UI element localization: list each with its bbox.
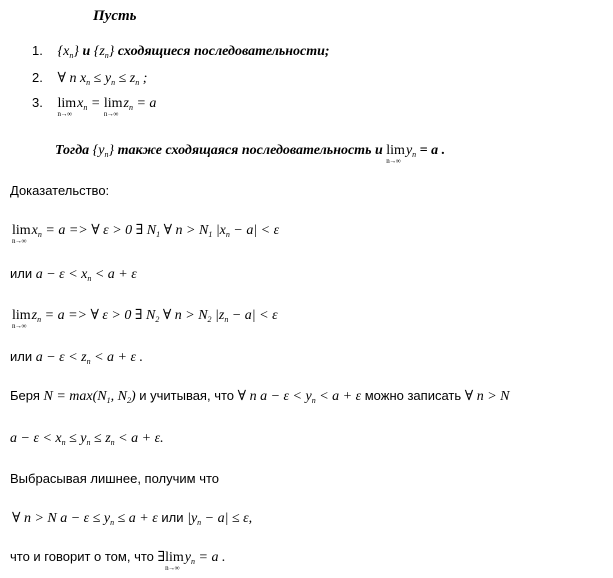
proof-line-1: lim n→∞ $x_n = a$ => ∀ ε > 0 ∃ $N_1$ ∀ $n > N_1$ $|x_n - a| < \varepsilon$ <box>12 223 280 245</box>
condition-1-number: 1. <box>32 43 43 58</box>
condition-1: 1. $\{x_n\}$ и $\{z_n\}$ сходящиеся последовательности; <box>32 43 330 60</box>
condition-2-number: 2. <box>32 70 43 85</box>
proof-line-8: ∀ n > N $a - \varepsilon \le y_n \le a + \varepsilon$ или $|y_n - a| \le \varepsilon$, <box>12 510 253 527</box>
proof-line-2: или $a - \varepsilon < x_n < a + \varepsilon$ <box>10 266 137 283</box>
proof-line-3: lim n→∞ $z_n = a$ => ∀ ε > 0 ∃ $N_2$ ∀ $n > N_2$ $|z_n - a| < \varepsilon$ <box>12 308 278 330</box>
condition-3-number: 3. <box>32 95 43 110</box>
proof-heading: Доказательство: <box>10 183 110 198</box>
proof-line-5: Беря $N = \max(N_1$, $N_2$) и учитывая, что ∀ n $a - \varepsilon < y_n < a + \varepsilon$ можно записать ∀ n > N <box>10 388 510 405</box>
proof-line-7: Выбрасывая лишнее, получим что <box>10 471 220 486</box>
proof-line-9: что и говорит о том, что ∃lim n→∞ $y_n = a$ . <box>10 549 226 572</box>
conclusion: Тогда $\{y_n\}$ также сходящаяся последовательность и lim n→∞ $y_n = a$ . <box>55 143 446 165</box>
title-pust: Пусть <box>93 8 137 24</box>
condition-1-text: сходящиеся последовательности; <box>114 44 330 59</box>
proof-line-4: или $a - \varepsilon < z_n < a + \varepsilon$ . <box>10 349 144 366</box>
proof-line-6: $a - \varepsilon < x_n \le y_n \le z_n < a + \varepsilon$. <box>10 431 164 447</box>
condition-3: 3. lim n→∞ $x_n = \lim$ n→∞ $z_n = a$ <box>32 95 157 118</box>
condition-2: 2. ∀ n $x_n \le y_n \le z_n$ ; <box>32 70 148 87</box>
